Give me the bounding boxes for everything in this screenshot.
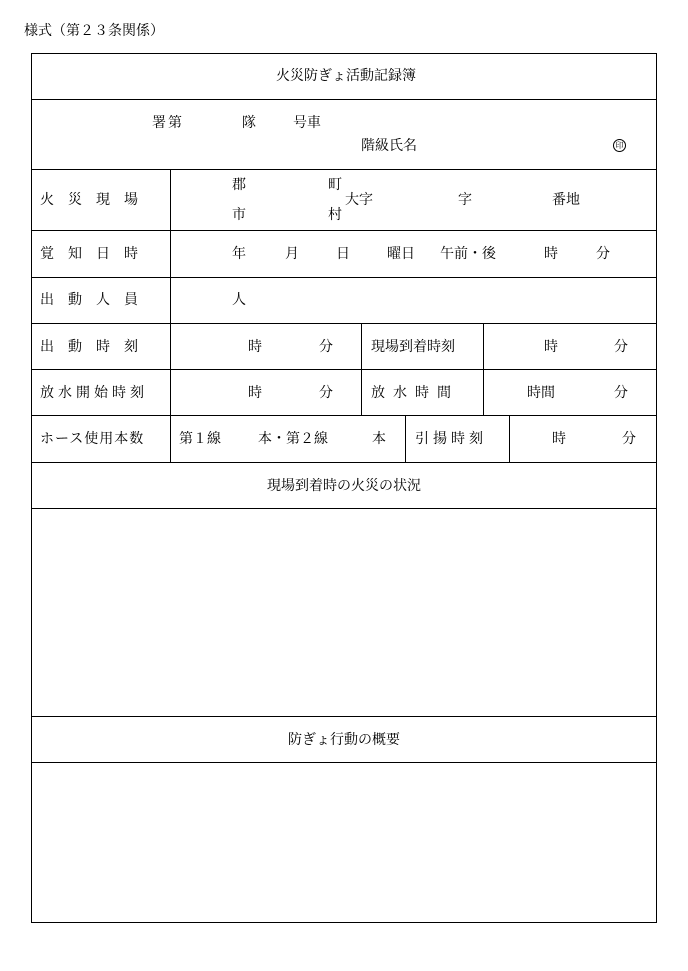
count2-label: 本 (372, 431, 386, 447)
ampm-label: 午前・後 (440, 246, 496, 262)
overview-heading: 防ぎょ行動の概要 (288, 732, 400, 748)
personnel-label: 出動人員 (40, 292, 152, 308)
machi-label: 町 (328, 177, 342, 193)
squad-label: 隊 (242, 115, 256, 131)
seal-icon: 印 (613, 139, 626, 152)
dispatch-time-label: 出動時刻 (40, 339, 152, 355)
row-divider (31, 462, 657, 463)
dispatch-hour-label: 時 (248, 339, 262, 355)
overview-area[interactable] (32, 763, 656, 923)
row-divider (31, 716, 657, 717)
day-label: 日 (336, 246, 350, 262)
banchi-label: 番地 (552, 192, 580, 208)
personnel-unit: 人 (232, 292, 246, 308)
arrival-time-label: 現場到着時刻 (371, 339, 455, 355)
weekday-label: 曜日 (387, 246, 415, 262)
column-divider (405, 415, 406, 462)
vehicle-label: 号車 (293, 115, 321, 131)
arrival-hour-label: 時 (544, 339, 558, 355)
line1-label: 第１線 (179, 431, 221, 447)
withdraw-time-label: 引揚時刻 (415, 431, 487, 447)
row-divider (31, 277, 657, 278)
label-column-divider (170, 169, 171, 462)
water-duration-label: 放水時間 (371, 385, 459, 401)
gun-label: 郡 (232, 177, 246, 193)
row-divider (31, 415, 657, 416)
duration-minutes-label: 分 (614, 385, 628, 401)
minute-label: 分 (596, 246, 610, 262)
row-divider (31, 230, 657, 231)
dispatch-minute-label: 分 (319, 339, 333, 355)
row-divider (31, 323, 657, 324)
oaza-label: 大字 (345, 192, 373, 208)
count1-label: 本・第２線 (258, 431, 328, 447)
column-divider (361, 323, 362, 415)
mura-label: 村 (328, 207, 342, 223)
detection-label: 覚知日時 (40, 246, 152, 262)
arrival-minute-label: 分 (614, 339, 628, 355)
withdraw-minute-label: 分 (622, 431, 636, 447)
row-divider (31, 169, 657, 170)
shi-label: 市 (232, 207, 246, 223)
withdraw-hour-label: 時 (552, 431, 566, 447)
duration-hours-label: 時間 (527, 385, 555, 401)
fire-site-label: 火災現場 (40, 192, 152, 208)
aza-label: 字 (458, 192, 472, 208)
water-start-minute-label: 分 (319, 385, 333, 401)
rank-name-label: 階級氏名 (361, 138, 417, 154)
detachment-label: 第 (168, 115, 182, 131)
hose-count-label: ホース使用本数 (40, 431, 145, 447)
fire-status-area[interactable] (32, 509, 656, 716)
year-label: 年 (232, 246, 246, 262)
water-start-label: 放水開始時刻 (40, 385, 148, 401)
water-start-hour-label: 時 (248, 385, 262, 401)
form-title: 火災防ぎょ活動記録簿 (276, 68, 416, 84)
column-divider (509, 415, 510, 462)
fire-status-heading: 現場到着時の火災の状況 (267, 478, 421, 494)
month-label: 月 (285, 246, 299, 262)
hour-label: 時 (544, 246, 558, 262)
row-divider (31, 99, 657, 100)
column-divider (483, 323, 484, 415)
row-divider (31, 369, 657, 370)
form-number: 様式（第２３条関係） (24, 23, 164, 39)
station-label: 署 (152, 115, 166, 131)
